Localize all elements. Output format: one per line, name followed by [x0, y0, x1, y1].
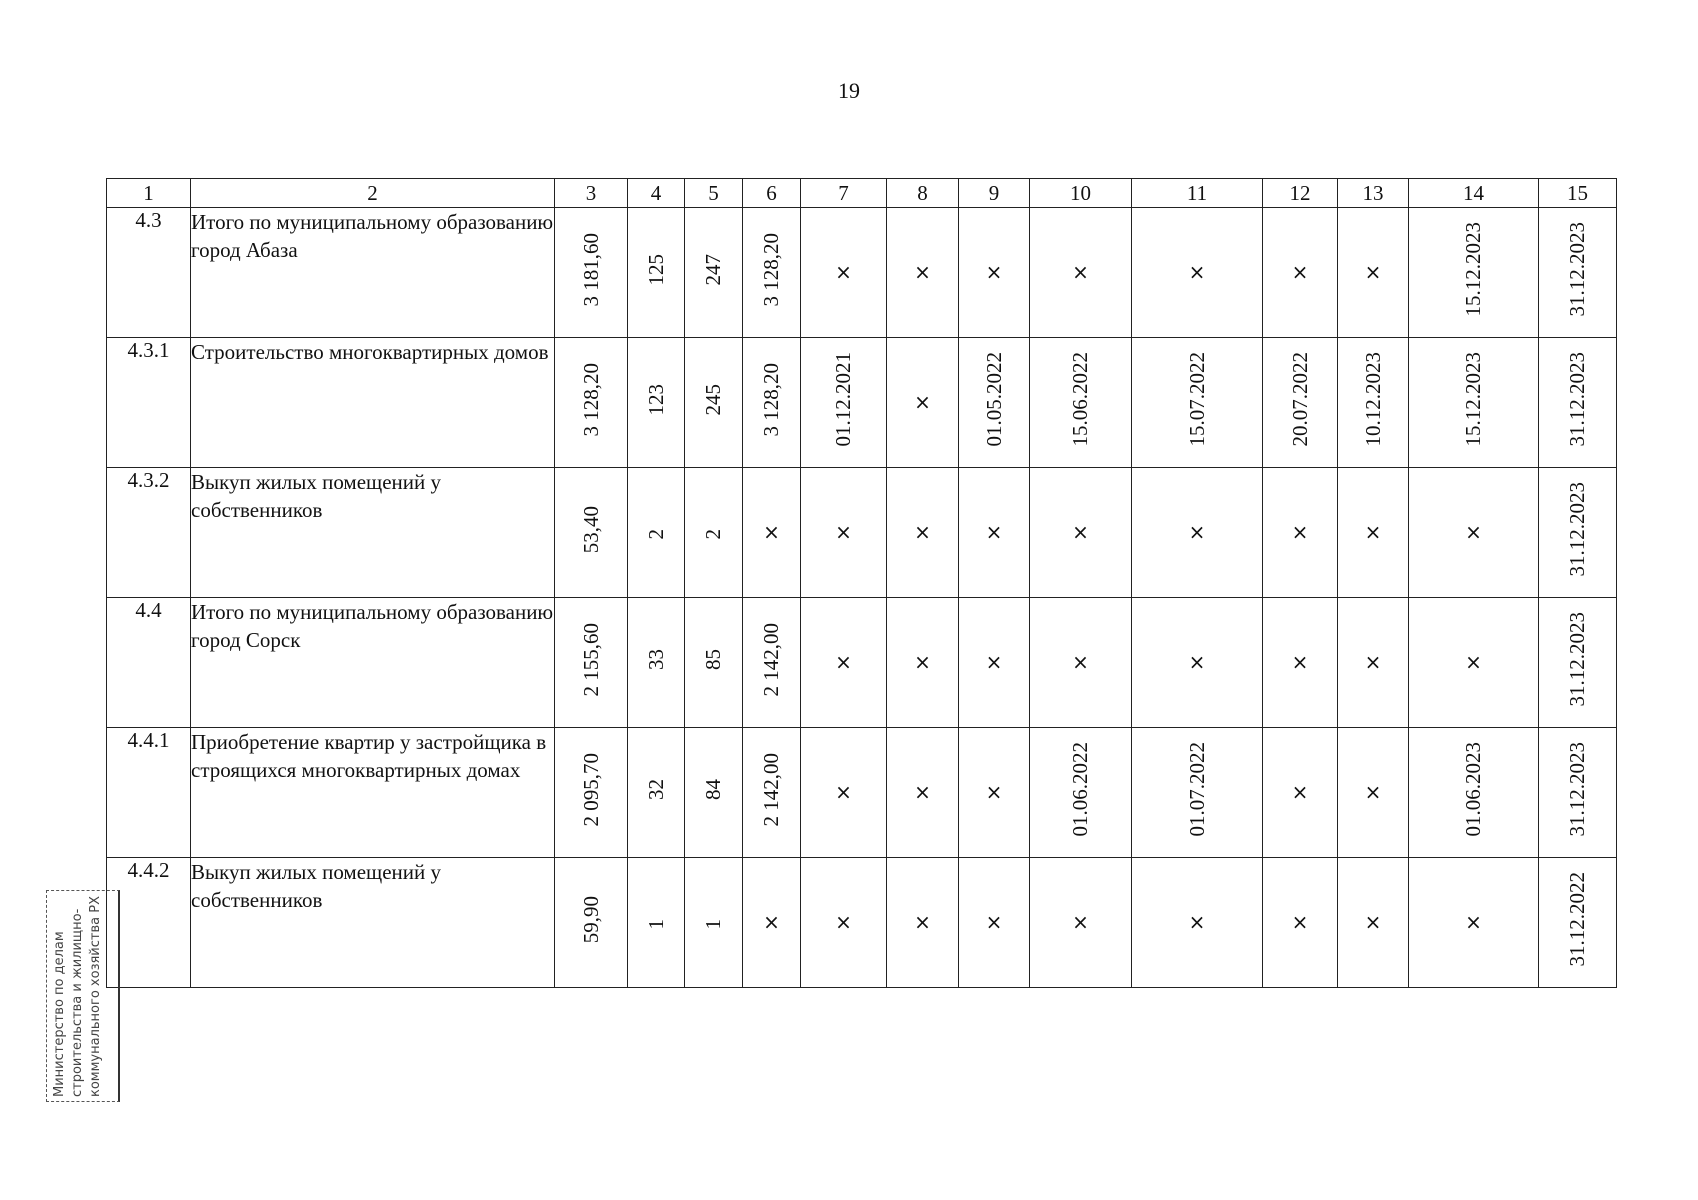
- not-applicable-mark: ×: [1364, 650, 1382, 674]
- table-row: [107, 858, 1617, 988]
- not-applicable-mark: ×: [835, 260, 852, 284]
- cell-value: 2 095,70: [578, 752, 603, 827]
- row-number: 4.3.2: [107, 468, 191, 598]
- table-cell: [685, 728, 743, 858]
- not-applicable-mark: ×: [914, 390, 931, 414]
- not-applicable-mark: ×: [1072, 260, 1089, 284]
- table-cell: [801, 858, 887, 988]
- table-row: [107, 468, 1617, 598]
- cell-value: 15.12.2023: [1461, 352, 1485, 447]
- column-number: 10: [1030, 179, 1132, 208]
- not-applicable-mark: ×: [1072, 910, 1089, 934]
- not-applicable-mark: ×: [985, 260, 1003, 284]
- not-applicable-mark: ×: [1465, 650, 1482, 674]
- not-applicable-mark: ×: [1072, 520, 1089, 544]
- not-applicable-mark: ×: [985, 780, 1003, 804]
- cell-value: 15.12.2023: [1461, 222, 1485, 317]
- cell-value: 84: [701, 779, 725, 800]
- cell-value: 123: [643, 383, 668, 416]
- cell-value: 01.12.2021: [831, 352, 855, 447]
- column-number: 8: [887, 179, 959, 208]
- not-applicable-mark: ×: [763, 520, 780, 544]
- cell-value: 247: [701, 253, 725, 286]
- column-number: 5: [685, 179, 743, 208]
- table-cell: [1263, 858, 1338, 988]
- not-applicable-mark: ×: [1364, 260, 1382, 284]
- table-cell: [1338, 728, 1409, 858]
- column-number-row: [107, 179, 1617, 208]
- table-cell: [887, 468, 959, 598]
- cell-value: 2: [701, 528, 725, 539]
- table-cell: [959, 858, 1030, 988]
- row-name: Выкуп жилых помещений у собственников: [191, 468, 555, 598]
- cell-value: 33: [643, 649, 668, 670]
- cell-value: 15.07.2022: [1184, 352, 1209, 447]
- not-applicable-mark: ×: [1364, 520, 1382, 544]
- table-cell: [1539, 468, 1617, 598]
- cell-value: 20.07.2022: [1287, 352, 1312, 447]
- table-cell: [1409, 858, 1539, 988]
- row-name: Итого по муниципальному образованию город Сорск: [191, 598, 555, 728]
- cell-value: 01.07.2022: [1184, 742, 1209, 837]
- column-number: 3: [555, 179, 628, 208]
- table-cell: [1030, 858, 1132, 988]
- row-name: Выкуп жилых помещений у собственников: [191, 858, 555, 988]
- table-cell: [1409, 338, 1539, 468]
- table-cell: [1539, 208, 1617, 338]
- column-number: 6: [743, 179, 801, 208]
- table-row: [107, 598, 1617, 728]
- not-applicable-mark: ×: [1364, 910, 1382, 934]
- not-applicable-mark: ×: [1188, 260, 1206, 284]
- not-applicable-mark: ×: [1291, 650, 1309, 674]
- cell-value: 3 128,20: [578, 362, 603, 437]
- column-number: 11: [1132, 179, 1263, 208]
- cell-value: 31.12.2023: [1565, 742, 1589, 837]
- not-applicable-mark: ×: [1188, 650, 1206, 674]
- table-cell: [685, 598, 743, 728]
- not-applicable-mark: ×: [914, 650, 931, 674]
- not-applicable-mark: ×: [1188, 520, 1206, 544]
- cell-value: 53,40: [578, 505, 603, 554]
- cell-value: 15.06.2022: [1068, 352, 1092, 447]
- table-cell: [887, 858, 959, 988]
- column-number: 15: [1539, 179, 1617, 208]
- table-cell: [1132, 598, 1263, 728]
- cell-value: 3 181,60: [578, 232, 603, 307]
- table-body: [107, 179, 1617, 988]
- not-applicable-mark: ×: [1465, 520, 1482, 544]
- table-cell: [1030, 728, 1132, 858]
- table-cell: [685, 338, 743, 468]
- table-cell: [959, 338, 1030, 468]
- table-cell: [959, 208, 1030, 338]
- column-number: 7: [801, 179, 887, 208]
- not-applicable-mark: ×: [914, 780, 931, 804]
- not-applicable-mark: ×: [985, 910, 1003, 934]
- table-cell: [1132, 208, 1263, 338]
- table-cell: [1030, 208, 1132, 338]
- table-cell: [628, 468, 685, 598]
- table-cell: [801, 208, 887, 338]
- row-name: Итого по муниципальному образованию город Абаза: [191, 208, 555, 338]
- cell-value: 2 142,00: [759, 622, 783, 697]
- table-cell: [959, 728, 1030, 858]
- not-applicable-mark: ×: [1364, 780, 1382, 804]
- not-applicable-mark: ×: [1188, 910, 1206, 934]
- table-cell: [743, 598, 801, 728]
- table-row: [107, 338, 1617, 468]
- column-number: 4: [628, 179, 685, 208]
- not-applicable-mark: ×: [914, 520, 931, 544]
- cell-value: 3 128,20: [759, 232, 783, 307]
- column-number: 1: [107, 179, 191, 208]
- table-cell: [1263, 338, 1338, 468]
- row-number: 4.4.2: [107, 858, 191, 988]
- row-number: 4.3: [107, 208, 191, 338]
- not-applicable-mark: ×: [914, 260, 931, 284]
- table-cell: [1263, 728, 1338, 858]
- table-cell: [1338, 208, 1409, 338]
- table-cell: [1263, 468, 1338, 598]
- table-row: [107, 728, 1617, 858]
- table-cell: [1409, 468, 1539, 598]
- cell-value: 3 128,20: [759, 362, 783, 437]
- table-cell: [685, 468, 743, 598]
- stamp-line: Министерство по делам: [52, 931, 67, 1097]
- table-cell: [801, 598, 887, 728]
- table-cell: [555, 858, 628, 988]
- table-cell: [1338, 858, 1409, 988]
- table-cell: [743, 468, 801, 598]
- table-cell: [887, 728, 959, 858]
- not-applicable-mark: ×: [763, 910, 780, 934]
- not-applicable-mark: ×: [835, 910, 852, 934]
- not-applicable-mark: ×: [1291, 780, 1309, 804]
- cell-value: 01.05.2022: [981, 352, 1006, 447]
- table-row: [107, 208, 1617, 338]
- cell-value: 245: [701, 383, 725, 416]
- stamp-line: строительства и жилищно-: [70, 908, 85, 1097]
- stamp-text: [47, 891, 121, 1103]
- not-applicable-mark: ×: [914, 910, 931, 934]
- not-applicable-mark: ×: [1465, 910, 1482, 934]
- not-applicable-mark: ×: [1291, 910, 1309, 934]
- cell-value: 01.06.2022: [1068, 742, 1092, 837]
- table-cell: [743, 208, 801, 338]
- table-cell: [887, 338, 959, 468]
- table-cell: [743, 858, 801, 988]
- not-applicable-mark: ×: [835, 650, 852, 674]
- table-cell: [1132, 468, 1263, 598]
- table-cell: [555, 598, 628, 728]
- table-cell: [743, 338, 801, 468]
- not-applicable-mark: ×: [1072, 650, 1089, 674]
- cell-value: 31.12.2023: [1565, 352, 1589, 447]
- row-number: 4.4: [107, 598, 191, 728]
- table-cell: [1338, 598, 1409, 728]
- cell-value: 1: [643, 918, 668, 929]
- not-applicable-mark: ×: [985, 650, 1003, 674]
- not-applicable-mark: ×: [1291, 260, 1309, 284]
- table-cell: [1132, 858, 1263, 988]
- cell-value: 31.12.2023: [1565, 222, 1589, 317]
- table-cell: [555, 208, 628, 338]
- table-cell: [628, 338, 685, 468]
- column-number: 14: [1409, 179, 1539, 208]
- table-cell: [685, 208, 743, 338]
- column-number: 9: [959, 179, 1030, 208]
- row-name: Приобретение квартир у застройщика в строящихся многоквартирных домах: [191, 728, 555, 858]
- table-cell: [628, 208, 685, 338]
- table-cell: [555, 338, 628, 468]
- program-table: [106, 178, 1617, 988]
- not-applicable-mark: ×: [835, 780, 852, 804]
- table-cell: [1132, 728, 1263, 858]
- table-cell: [1030, 468, 1132, 598]
- table-cell: [1263, 208, 1338, 338]
- not-applicable-mark: ×: [1291, 520, 1309, 544]
- table-cell: [801, 468, 887, 598]
- cell-value: 1: [701, 918, 725, 929]
- row-number: 4.4.1: [107, 728, 191, 858]
- cell-value: 2 142,00: [759, 752, 783, 827]
- page-number: 19: [838, 78, 860, 103]
- table-cell: [959, 598, 1030, 728]
- table-cell: [1030, 338, 1132, 468]
- table-cell: [1409, 728, 1539, 858]
- cell-value: 01.06.2023: [1461, 742, 1485, 837]
- cell-value: 31.12.2022: [1565, 872, 1589, 967]
- table-cell: [887, 598, 959, 728]
- cell-value: 85: [701, 649, 725, 670]
- table-cell: [1132, 338, 1263, 468]
- table-cell: [1409, 598, 1539, 728]
- table-cell: [1263, 598, 1338, 728]
- table-cell: [555, 728, 628, 858]
- table-cell: [1539, 728, 1617, 858]
- table-cell: [801, 338, 887, 468]
- cell-value: 31.12.2023: [1565, 482, 1589, 577]
- approval-stamp: [46, 890, 120, 1102]
- table-cell: [1338, 468, 1409, 598]
- row-number: 4.3.1: [107, 338, 191, 468]
- not-applicable-mark: ×: [835, 520, 852, 544]
- table-cell: [628, 728, 685, 858]
- cell-value: 10.12.2023: [1360, 352, 1385, 447]
- table-cell: [1539, 598, 1617, 728]
- table-cell: [1030, 598, 1132, 728]
- table-cell: [801, 728, 887, 858]
- column-number: 12: [1263, 179, 1338, 208]
- cell-value: 32: [643, 779, 668, 800]
- table-cell: [887, 208, 959, 338]
- table-cell: [743, 728, 801, 858]
- table-cell: [628, 598, 685, 728]
- column-number: 13: [1338, 179, 1409, 208]
- row-name: Строительство многоквартирных домов: [191, 338, 555, 468]
- table-cell: [1539, 858, 1617, 988]
- table-cell: [628, 858, 685, 988]
- cell-value: 2: [643, 528, 668, 539]
- column-number: 2: [191, 179, 555, 208]
- not-applicable-mark: ×: [985, 520, 1003, 544]
- table-cell: [685, 858, 743, 988]
- table-cell: [1338, 338, 1409, 468]
- table-cell: [1539, 338, 1617, 468]
- cell-value: 59,90: [578, 895, 603, 944]
- cell-value: 31.12.2023: [1565, 612, 1589, 707]
- table-cell: [555, 468, 628, 598]
- stamp-line: коммунального хозяйства РХ: [88, 896, 103, 1097]
- table-cell: [1409, 208, 1539, 338]
- table-cell: [959, 468, 1030, 598]
- cell-value: 125: [643, 253, 668, 286]
- cell-value: 2 155,60: [578, 622, 603, 697]
